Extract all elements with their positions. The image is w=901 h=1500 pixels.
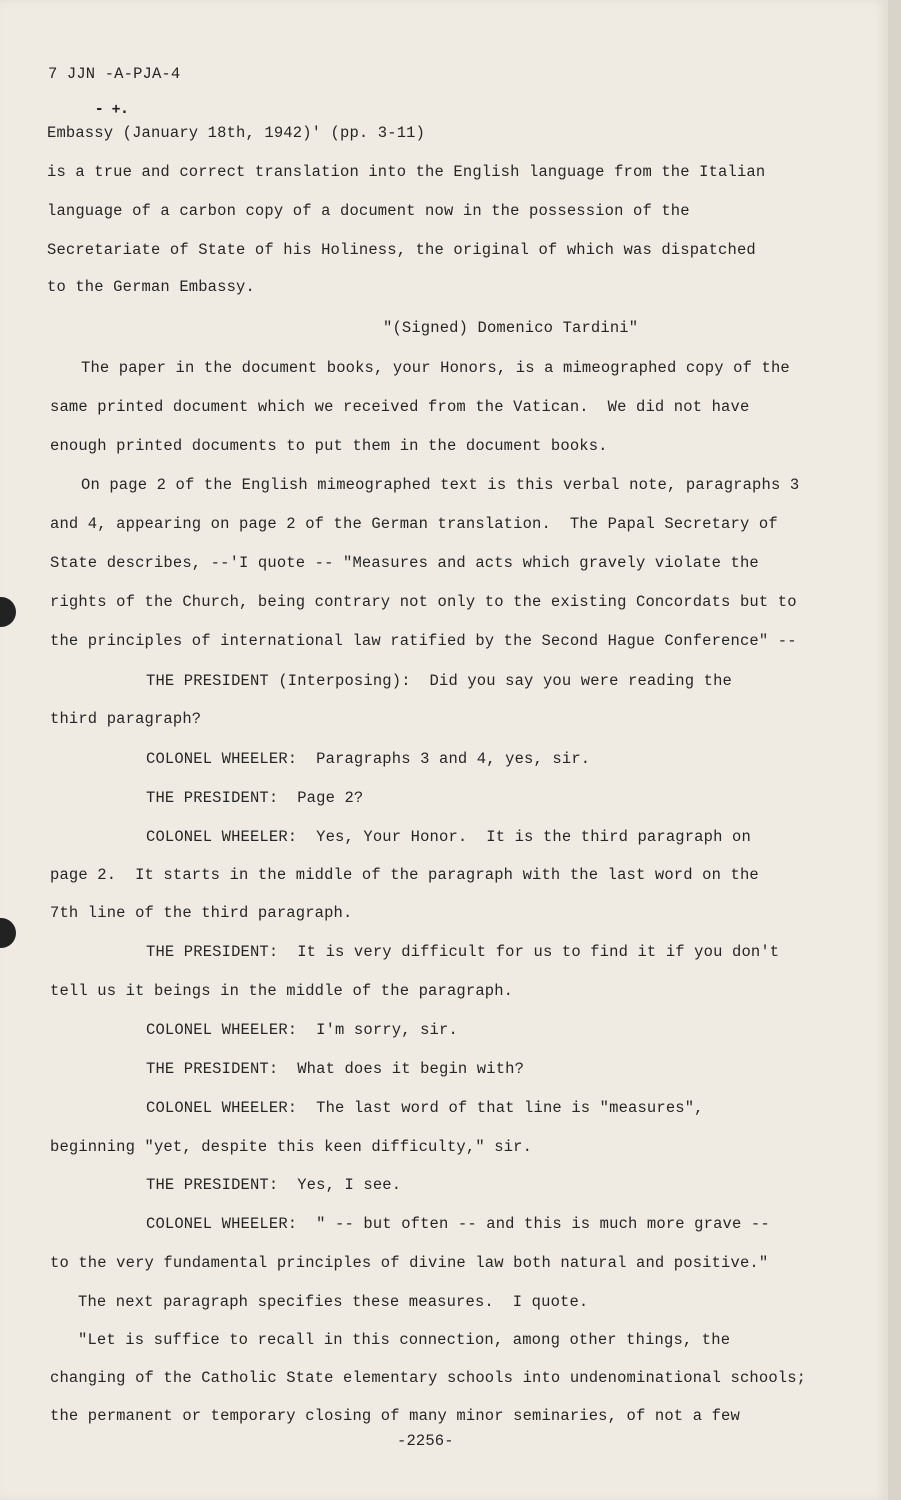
- text-line: changing of the Catholic State elementary schools into undenominational schools;: [50, 1369, 807, 1387]
- text-line: The paper in the document books, your Honors, is a mimeographed copy of the: [81, 359, 790, 377]
- text-line: same printed document which we received from the Vatican. We did not have: [50, 398, 750, 416]
- text-line: and 4, appearing on page 2 of the German translation. The Papal Secretary of: [50, 515, 778, 533]
- text-line: page 2. It starts in the middle of the paragraph with the last word on the: [50, 866, 759, 884]
- text-line: Secretariate of State of his Holiness, the original of which was dispatched: [47, 241, 756, 259]
- page-number: -2256-: [397, 1432, 454, 1450]
- text-line: to the German Embassy.: [47, 278, 255, 296]
- text-line: State describes, --'I quote -- "Measures and acts which gravely violate the: [50, 554, 759, 572]
- speaker-line: THE PRESIDENT: It is very difficult for us to find it if you don't: [146, 943, 780, 961]
- speaker-line: THE PRESIDENT: Page 2?: [146, 789, 364, 807]
- punch-hole: [0, 597, 16, 627]
- text-line: beginning "yet, despite this keen difficulty," sir.: [50, 1138, 533, 1156]
- signature-line: "(Signed) Domenico Tardini": [383, 319, 639, 337]
- text-line: is a true and correct translation into the English language from the Italian: [47, 163, 766, 181]
- handwritten-mark: - +.: [95, 101, 129, 117]
- speaker-line: COLONEL WHEELER: The last word of that line is "measures",: [146, 1099, 704, 1117]
- text-line: enough printed documents to put them in the document books.: [50, 437, 608, 455]
- text-line: The next paragraph specifies these measures. I quote.: [78, 1293, 589, 1311]
- document-id: 7 JJN -A-PJA-4: [48, 65, 181, 83]
- speaker-line: THE PRESIDENT: Yes, I see.: [146, 1176, 402, 1194]
- text-line: Embassy (January 18th, 1942)' (pp. 3-11): [47, 124, 426, 142]
- text-line: the permanent or temporary closing of many minor seminaries, of not a few: [50, 1407, 740, 1425]
- text-line: rights of the Church, being contrary not only to the existing Concordats but to: [50, 593, 797, 611]
- text-line: On page 2 of the English mimeographed text is this verbal note, paragraphs 3: [81, 476, 800, 494]
- speaker-line: THE PRESIDENT (Interposing): Did you say you were reading the: [146, 672, 732, 690]
- speaker-line: COLONEL WHEELER: Yes, Your Honor. It is the third paragraph on: [146, 828, 751, 846]
- text-line: to the very fundamental principles of divine law both natural and positive.": [50, 1254, 769, 1272]
- speaker-line: COLONEL WHEELER: " -- but often -- and this is much more grave --: [146, 1215, 770, 1233]
- text-line: tell us it beings in the middle of the paragraph.: [50, 982, 514, 1000]
- text-line: language of a carbon copy of a document now in the possession of the: [47, 202, 690, 220]
- text-line: "Let is suffice to recall in this connection, among other things, the: [78, 1331, 731, 1349]
- speaker-line: COLONEL WHEELER: I'm sorry, sir.: [146, 1021, 458, 1039]
- text-line: 7th line of the third paragraph.: [50, 904, 353, 922]
- scan-edge: [888, 0, 901, 1500]
- text-line: third paragraph?: [50, 710, 202, 728]
- speaker-line: COLONEL WHEELER: Paragraphs 3 and 4, yes, sir.: [146, 750, 591, 768]
- text-line: the principles of international law ratified by the Second Hague Conference" --: [50, 632, 797, 650]
- punch-hole: [0, 918, 16, 948]
- speaker-line: THE PRESIDENT: What does it begin with?: [146, 1060, 525, 1078]
